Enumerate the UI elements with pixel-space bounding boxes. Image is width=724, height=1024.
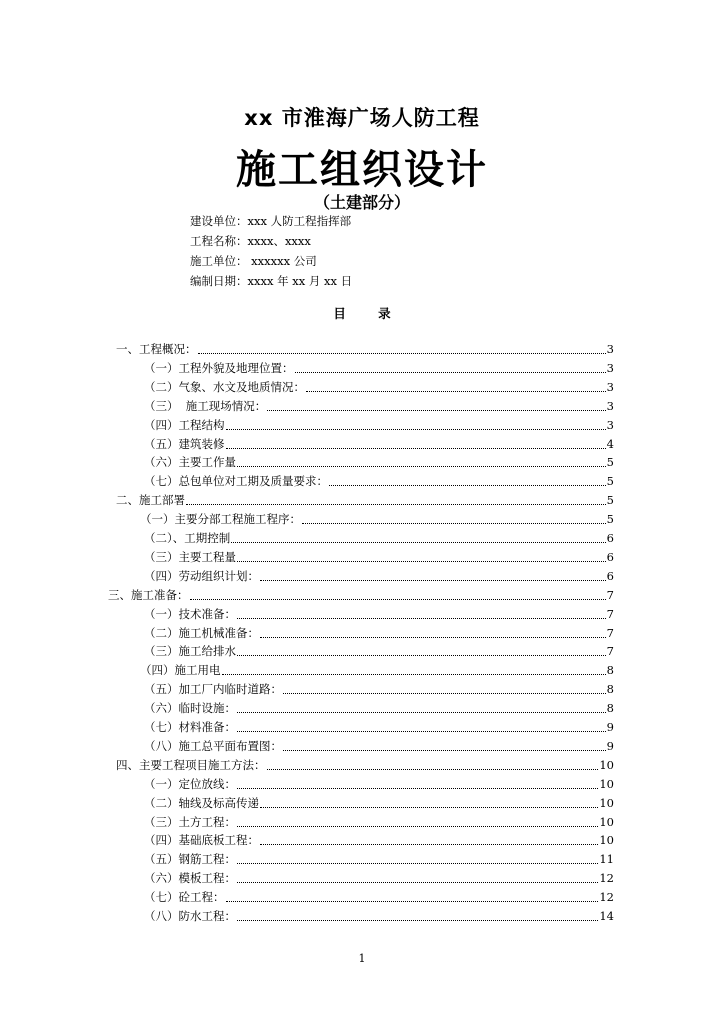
toc-leader-dots [237, 788, 598, 789]
toc-entry[interactable] [144, 472, 614, 490]
toc-entry-title: （五）建筑装修 [144, 436, 225, 451]
toc-entry[interactable] [140, 510, 614, 528]
toc-entry-title: （三）主要工程量 [144, 549, 236, 564]
toc-leader-dots [231, 542, 605, 543]
toc-entry-title: （六）主要工作量 [144, 455, 236, 470]
toc-entry-page: 12 [599, 871, 614, 886]
toc-entry-page: 5 [606, 474, 614, 489]
toc-leader-dots [267, 769, 599, 770]
toc-entry[interactable] [108, 586, 614, 604]
toc-entry[interactable] [144, 907, 614, 925]
toc-entry[interactable] [144, 359, 614, 377]
toc-entry[interactable] [144, 794, 614, 812]
toc-entry-page: 8 [606, 663, 614, 678]
toc-entry-title: （二）气象、水文及地质情况： [144, 379, 305, 394]
toc-entry-page: 5 [606, 455, 614, 470]
toc-entry-title: （八）施工总平面布置图： [144, 738, 282, 753]
toc-entry-page: 7 [606, 644, 614, 659]
toc-entry-title: （四）基础底板工程： [144, 833, 259, 848]
toc-entry[interactable] [144, 548, 614, 566]
toc-entry-title: 四、主要工程项目施工方法： [116, 757, 266, 772]
toc-leader-dots [260, 807, 598, 808]
toc-entry-title: （七）材料准备： [144, 720, 236, 734]
document-title-main: 施工组织设计 [236, 147, 488, 193]
toc-leader-dots [186, 504, 606, 505]
toc-entry[interactable] [116, 340, 614, 358]
toc-entry[interactable] [116, 491, 614, 509]
toc-leader-dots [260, 844, 598, 845]
toc-entry-page: 8 [606, 682, 614, 697]
toc-leader-dots [283, 693, 606, 694]
info-date: 编制日期：xxxx 年 xx 月 xx 日 [190, 274, 353, 288]
toc-leader-dots [237, 618, 606, 619]
toc-heading: 目 录 [333, 306, 391, 321]
toc-entry-title: （八）防水工程： [144, 909, 236, 923]
toc-leader-dots [237, 731, 606, 732]
toc-entry-title: 一、工程概况： [116, 342, 197, 356]
toc-entry-title: （二）轴线及标高传递 [144, 795, 259, 810]
toc-entry-page: 5 [606, 512, 614, 527]
toc-entry-title: （三）施工给排水 [144, 644, 236, 659]
toc-entry-page: 6 [606, 531, 614, 545]
toc-entry-title: 三、施工准备： [108, 587, 189, 602]
toc-entry[interactable] [144, 850, 614, 868]
toc-entry-page: 10 [599, 833, 614, 848]
toc-entry-page: 10 [599, 776, 614, 791]
toc-leader-dots [295, 372, 606, 373]
toc-leader-dots [237, 920, 598, 921]
toc-entry-title: （七）砼工程： [144, 890, 225, 905]
toc-entry-page: 10 [599, 814, 614, 829]
toc-entry-title: （二）、工期控制 [144, 531, 231, 545]
toc-entry-page: 6 [606, 549, 614, 564]
toc-leader-dots [283, 750, 606, 751]
toc-entry-page: 9 [606, 720, 614, 734]
toc-leader-dots [198, 353, 606, 354]
toc-entry[interactable] [144, 718, 614, 736]
toc-entry-page: 3 [606, 342, 614, 356]
toc-entry-page: 10 [599, 757, 614, 772]
toc-entry-title: （二）施工机械准备： [144, 625, 259, 640]
toc-entry[interactable] [144, 624, 614, 642]
toc-entry-title: （一）工程外貌及地理位置： [144, 360, 294, 375]
toc-entry-title: （三） 施工现场情况： [144, 398, 267, 413]
toc-leader-dots [260, 637, 606, 638]
toc-entry-page: 3 [606, 398, 614, 413]
toc-entry[interactable] [144, 529, 614, 547]
document-subtitle: （土建部分） [313, 193, 410, 212]
toc-entry[interactable] [144, 416, 614, 434]
toc-entry-page: 7 [606, 606, 614, 621]
toc-entry[interactable] [144, 813, 614, 831]
toc-entry-title: （六）临时设施： [144, 701, 236, 716]
toc-entry[interactable] [144, 642, 614, 660]
toc-entry[interactable] [144, 567, 614, 585]
toc-entry-title: （三）土方工程： [144, 814, 236, 829]
toc-entry[interactable] [144, 699, 614, 717]
toc-entry-page: 8 [606, 701, 614, 716]
toc-entry[interactable] [144, 453, 614, 471]
toc-entry-page: 7 [606, 587, 614, 602]
toc-leader-dots [190, 599, 606, 600]
toc-entry-page: 12 [599, 890, 614, 905]
toc-entry-title: （七）总包单位对工期及质量要求： [144, 474, 328, 489]
toc-entry-page: 3 [606, 417, 614, 432]
toc-leader-dots [237, 712, 606, 713]
toc-leader-dots [237, 882, 598, 883]
toc-entry-title: （一）技术准备： [144, 606, 236, 621]
toc-leader-dots [237, 655, 606, 656]
toc-entry[interactable] [144, 775, 614, 793]
toc-entry-title: （一）主要分部工程施工程序： [140, 512, 301, 527]
toc-entry-title: （五）加工厂内临时道路： [144, 682, 282, 697]
toc-leader-dots [237, 826, 598, 827]
toc-leader-dots [329, 485, 606, 486]
toc-entry-title: （五）钢筋工程： [144, 852, 236, 867]
toc-leader-dots [226, 448, 606, 449]
toc-entry[interactable] [144, 435, 614, 453]
toc-entry[interactable] [144, 397, 614, 415]
page-number: 1 [358, 952, 366, 965]
toc-leader-dots [226, 901, 599, 902]
toc-entry-title: 二、施工部署 [116, 493, 185, 508]
toc-entry[interactable] [144, 605, 614, 623]
info-builder: 施工单位： xxxxxx 公司 [190, 254, 317, 268]
toc-entry-title: （六）模板工程： [144, 871, 236, 886]
toc-leader-dots [306, 391, 606, 392]
toc-entry-page: 4 [606, 436, 614, 451]
toc-entry[interactable] [144, 680, 614, 698]
toc-entry[interactable] [116, 756, 614, 774]
info-project-name: 工程名称：xxxx、xxxx [190, 234, 311, 248]
document-title-location: xx 市淮海广场人防工程 [244, 106, 480, 130]
toc-entry[interactable] [144, 831, 614, 849]
toc-entry-page: 9 [606, 738, 614, 753]
project-info-block [190, 211, 352, 291]
toc-leader-dots [222, 674, 606, 675]
toc-entry-page: 3 [606, 379, 614, 394]
toc-entry-page: 10 [599, 795, 614, 810]
toc-entry-page: 11 [599, 852, 614, 867]
toc-entry-title: （四）施工用电 [140, 663, 221, 678]
toc-entry-page: 5 [606, 493, 614, 508]
toc-leader-dots [226, 429, 606, 430]
toc-leader-dots [237, 863, 598, 864]
toc-leader-dots [267, 410, 605, 411]
toc-entry[interactable] [144, 378, 614, 396]
toc-leader-dots [237, 561, 606, 562]
toc-entry[interactable] [140, 661, 614, 679]
info-construction-unit: 建设单位：xxx 人防工程指挥部 [190, 214, 352, 228]
toc-leader-dots [260, 580, 606, 581]
toc-entry-page: 6 [606, 568, 614, 583]
toc-entry[interactable] [144, 737, 614, 755]
toc-entry-page: 3 [606, 360, 614, 375]
toc-leader-dots [237, 466, 606, 467]
toc-entry-page: 7 [606, 625, 614, 640]
toc-entry-title: （四）工程结构 [144, 417, 225, 432]
toc-entry[interactable] [144, 869, 614, 887]
toc-entry[interactable] [144, 888, 614, 906]
toc-entry-page: 14 [599, 909, 614, 923]
toc-leader-dots [302, 523, 606, 524]
toc-entry-title: （一）定位放线： [144, 776, 236, 791]
toc-entry-title: （四）劳动组织计划： [144, 568, 259, 583]
